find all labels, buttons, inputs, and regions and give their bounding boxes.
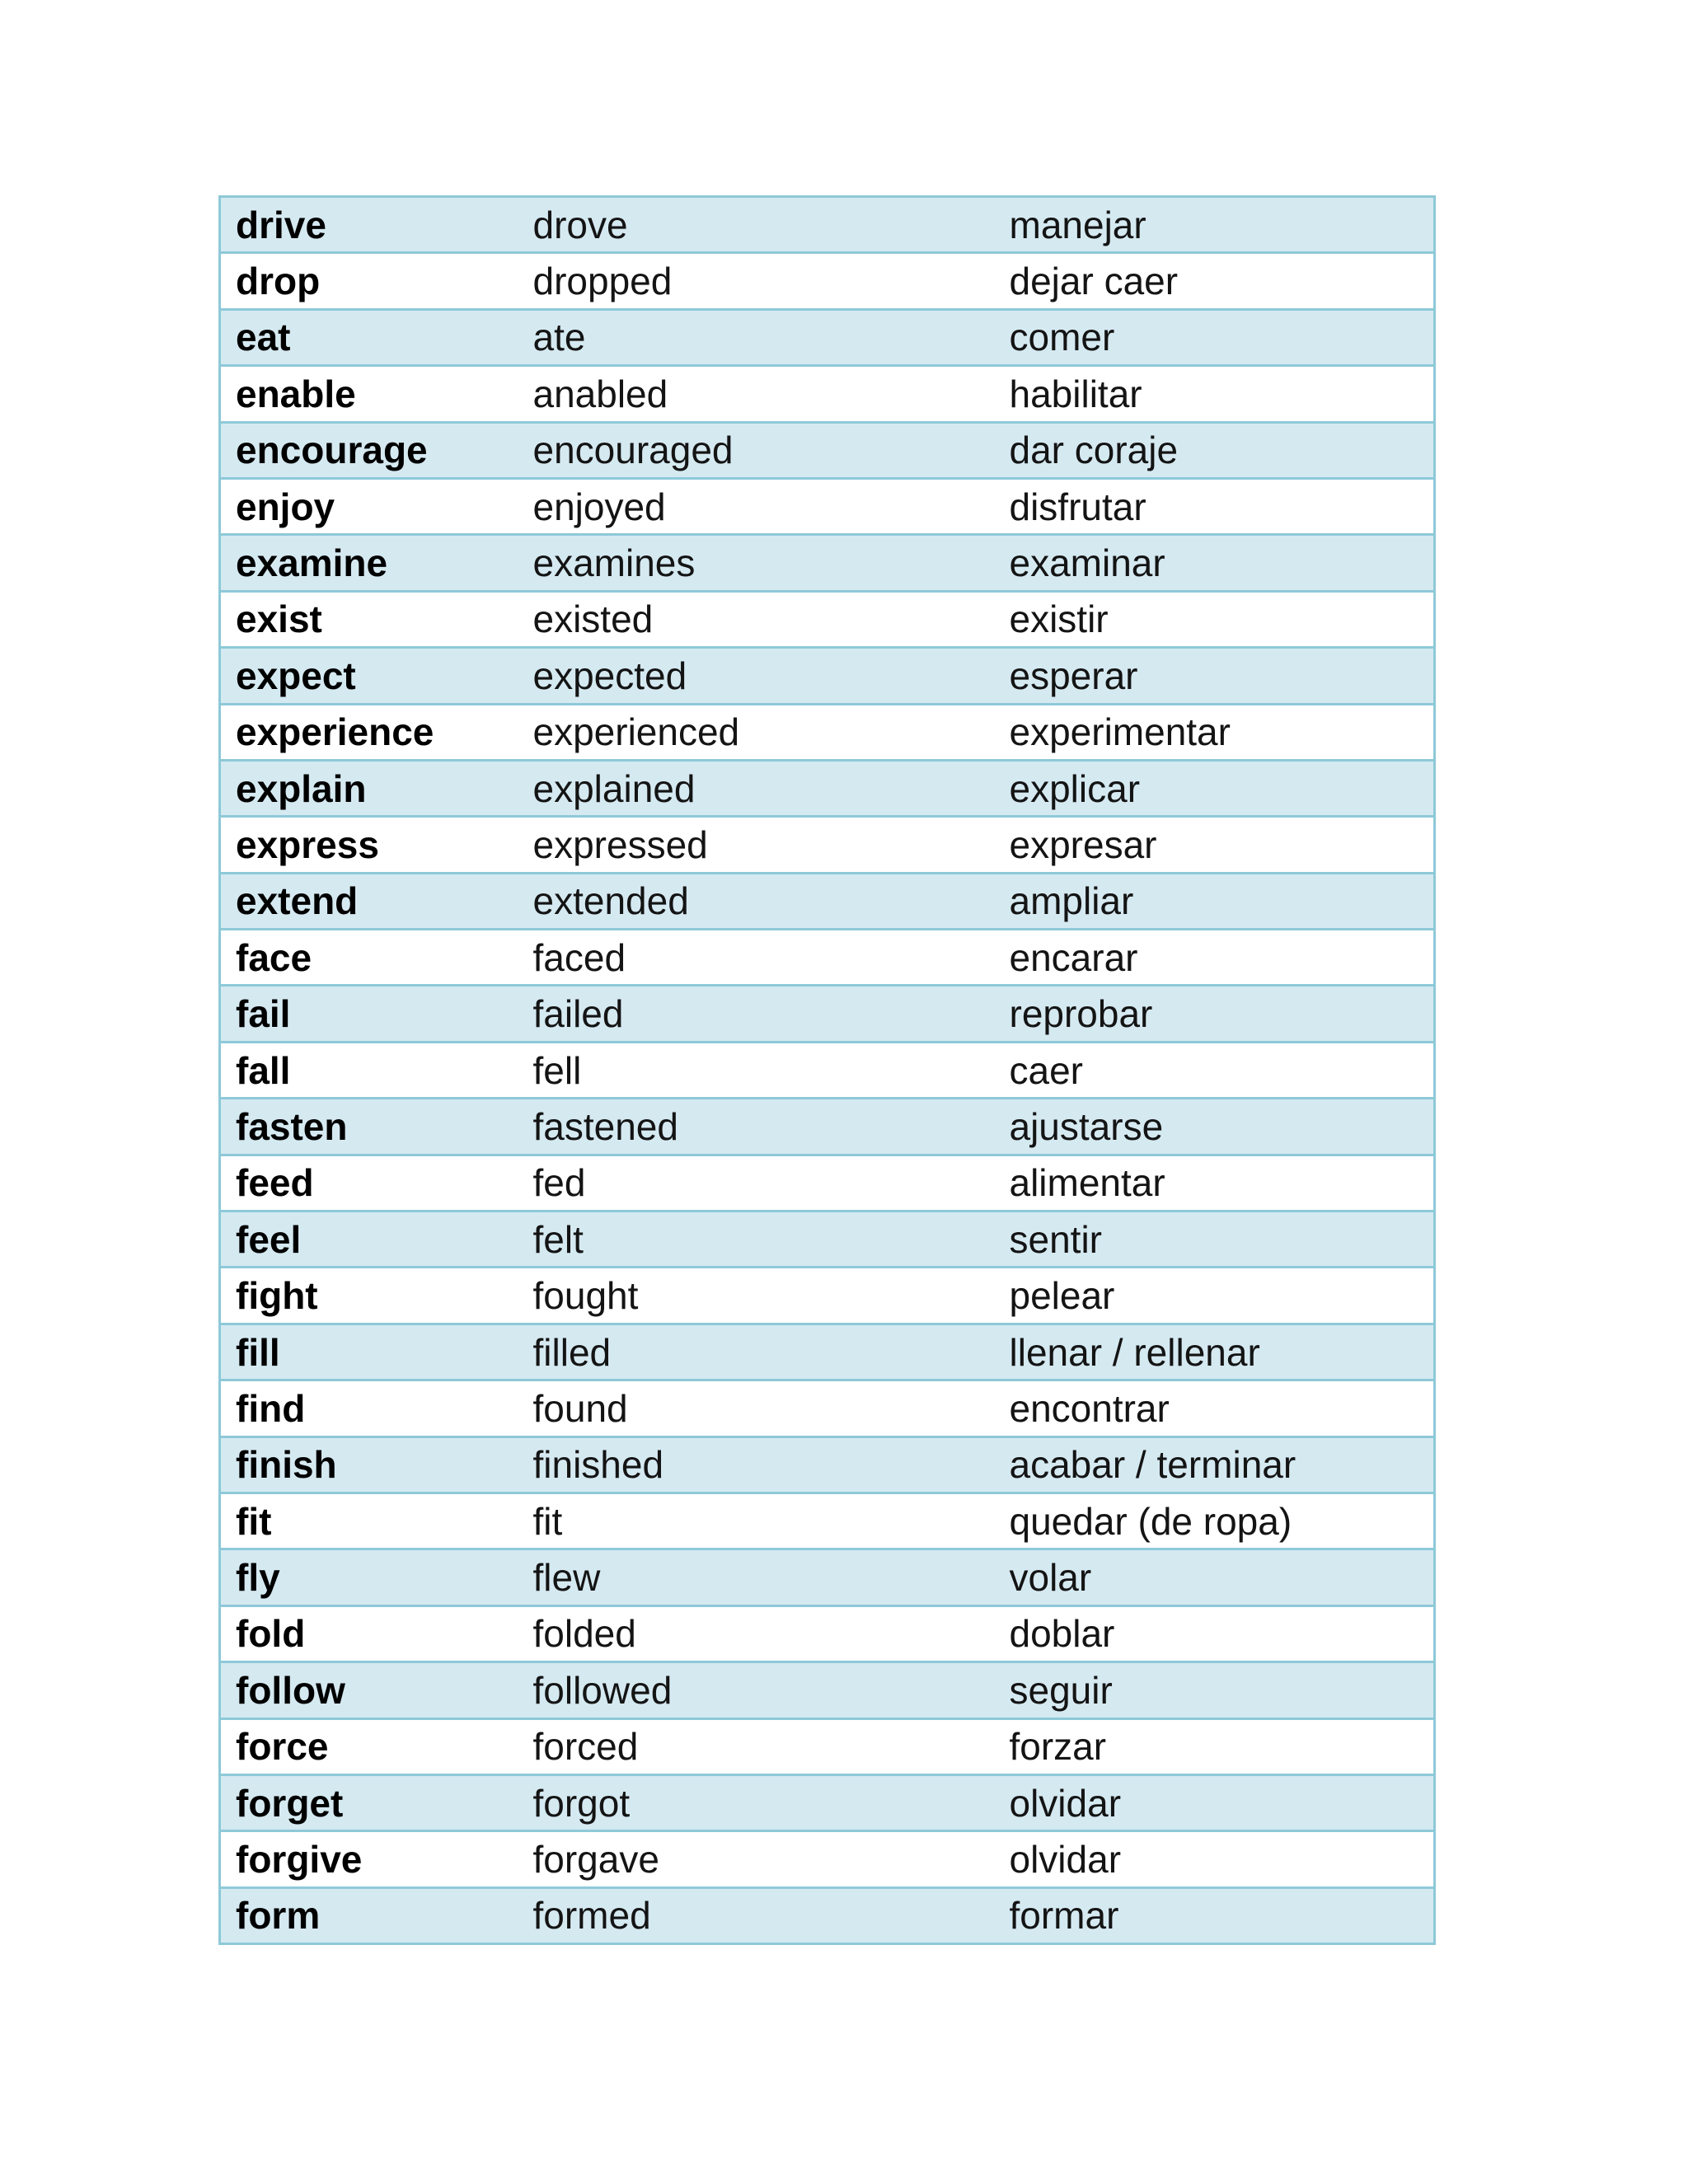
verb-past-form: enjoyed: [518, 478, 995, 534]
verb-base-form: face: [220, 930, 518, 986]
table-row: [220, 986, 1435, 1042]
verb-spanish-translation: disfrutar: [995, 478, 1435, 534]
table-row: [220, 197, 1435, 253]
table-row: [220, 1887, 1435, 1943]
table-row: [220, 1324, 1435, 1380]
verb-past-form: examines: [518, 535, 995, 591]
verb-past-form: fell: [518, 1042, 995, 1098]
verb-past-form: fed: [518, 1155, 995, 1211]
verb-base-form: feel: [220, 1212, 518, 1268]
verb-past-form: failed: [518, 986, 995, 1042]
verb-base-form: force: [220, 1718, 518, 1774]
table-row: [220, 704, 1435, 760]
verb-spanish-translation: comer: [995, 309, 1435, 365]
verb-spanish-translation: habilitar: [995, 366, 1435, 422]
verb-spanish-translation: existir: [995, 591, 1435, 647]
verb-base-form: finish: [220, 1436, 518, 1493]
verb-past-form: experienced: [518, 704, 995, 760]
verb-past-form: formed: [518, 1887, 995, 1943]
verb-spanish-translation: caer: [995, 1042, 1435, 1098]
table-row: [220, 366, 1435, 422]
verb-base-form: drop: [220, 253, 518, 309]
verb-past-form: drove: [518, 197, 995, 253]
table-row: [220, 648, 1435, 704]
verb-base-form: express: [220, 817, 518, 873]
verb-table-body: [220, 197, 1435, 1944]
verb-base-form: enable: [220, 366, 518, 422]
table-row: [220, 1718, 1435, 1774]
verb-base-form: examine: [220, 535, 518, 591]
verb-base-form: form: [220, 1887, 518, 1943]
table-row: [220, 1212, 1435, 1268]
verb-base-form: enjoy: [220, 478, 518, 534]
verb-spanish-translation: quedar (de ropa): [995, 1493, 1435, 1549]
verb-base-form: fill: [220, 1324, 518, 1380]
verb-base-form: drive: [220, 197, 518, 253]
verb-spanish-translation: pelear: [995, 1268, 1435, 1324]
verb-past-form: existed: [518, 591, 995, 647]
verb-past-form: filled: [518, 1324, 995, 1380]
verb-past-form: ate: [518, 309, 995, 365]
verb-past-form: fought: [518, 1268, 995, 1324]
verb-past-form: anabled: [518, 366, 995, 422]
table-row: [220, 1436, 1435, 1493]
verb-base-form: fasten: [220, 1099, 518, 1155]
verb-base-form: expect: [220, 648, 518, 704]
verb-past-form: explained: [518, 760, 995, 816]
table-row: [220, 873, 1435, 929]
verb-base-form: follow: [220, 1662, 518, 1718]
verb-past-form: fastened: [518, 1099, 995, 1155]
verb-past-form: expected: [518, 648, 995, 704]
verb-spanish-translation: dar coraje: [995, 422, 1435, 478]
verb-spanish-translation: doblar: [995, 1605, 1435, 1661]
verb-base-form: exist: [220, 591, 518, 647]
verb-base-form: explain: [220, 760, 518, 816]
verb-base-form: feed: [220, 1155, 518, 1211]
verb-spanish-translation: ampliar: [995, 873, 1435, 929]
verb-base-form: fail: [220, 986, 518, 1042]
verb-past-form: found: [518, 1380, 995, 1436]
table-row: [220, 1774, 1435, 1830]
table-row: [220, 1831, 1435, 1887]
verb-spanish-translation: volar: [995, 1549, 1435, 1605]
verb-base-form: eat: [220, 309, 518, 365]
verb-past-form: finished: [518, 1436, 995, 1493]
verb-past-form: dropped: [518, 253, 995, 309]
table-row: [220, 535, 1435, 591]
verb-base-form: forget: [220, 1774, 518, 1830]
verb-base-form: experience: [220, 704, 518, 760]
table-row: [220, 422, 1435, 478]
table-row: [220, 1099, 1435, 1155]
verb-past-form: faced: [518, 930, 995, 986]
verb-base-form: encourage: [220, 422, 518, 478]
verb-past-form: expressed: [518, 817, 995, 873]
table-row: [220, 760, 1435, 816]
verb-base-form: extend: [220, 873, 518, 929]
verb-base-form: fight: [220, 1268, 518, 1324]
verb-spanish-translation: experimentar: [995, 704, 1435, 760]
verb-base-form: fall: [220, 1042, 518, 1098]
verb-base-form: forgive: [220, 1831, 518, 1887]
verb-spanish-translation: acabar / terminar: [995, 1436, 1435, 1493]
verb-past-form: followed: [518, 1662, 995, 1718]
verb-base-form: fly: [220, 1549, 518, 1605]
verb-base-form: fold: [220, 1605, 518, 1661]
verb-spanish-translation: expresar: [995, 817, 1435, 873]
verb-past-form: encouraged: [518, 422, 995, 478]
verb-spanish-translation: esperar: [995, 648, 1435, 704]
verb-past-form: forgave: [518, 1831, 995, 1887]
table-row: [220, 1155, 1435, 1211]
verb-past-form: extended: [518, 873, 995, 929]
verb-spanish-translation: dejar caer: [995, 253, 1435, 309]
verb-base-form: fit: [220, 1493, 518, 1549]
table-row: [220, 478, 1435, 534]
verb-spanish-translation: llenar / rellenar: [995, 1324, 1435, 1380]
verb-spanish-translation: manejar: [995, 197, 1435, 253]
verb-spanish-translation: olvidar: [995, 1831, 1435, 1887]
verb-past-form: flew: [518, 1549, 995, 1605]
table-row: [220, 1662, 1435, 1718]
verb-spanish-translation: examinar: [995, 535, 1435, 591]
verb-past-form: forgot: [518, 1774, 995, 1830]
verb-spanish-translation: alimentar: [995, 1155, 1435, 1211]
verb-past-form: forced: [518, 1718, 995, 1774]
table-row: [220, 930, 1435, 986]
verb-spanish-translation: formar: [995, 1887, 1435, 1943]
table-row: [220, 309, 1435, 365]
verb-spanish-translation: reprobar: [995, 986, 1435, 1042]
table-row: [220, 1549, 1435, 1605]
verb-spanish-translation: seguir: [995, 1662, 1435, 1718]
verb-base-form: find: [220, 1380, 518, 1436]
verb-table: [218, 195, 1436, 1945]
verb-spanish-translation: forzar: [995, 1718, 1435, 1774]
table-row: [220, 1042, 1435, 1098]
table-row: [220, 1605, 1435, 1661]
verb-spanish-translation: olvidar: [995, 1774, 1435, 1830]
table-row: [220, 253, 1435, 309]
verb-past-form: felt: [518, 1212, 995, 1268]
table-row: [220, 817, 1435, 873]
verb-spanish-translation: encarar: [995, 930, 1435, 986]
verb-spanish-translation: encontrar: [995, 1380, 1435, 1436]
table-row: [220, 1380, 1435, 1436]
table-row: [220, 1268, 1435, 1324]
verb-spanish-translation: sentir: [995, 1212, 1435, 1268]
verb-spanish-translation: ajustarse: [995, 1099, 1435, 1155]
verb-past-form: fit: [518, 1493, 995, 1549]
table-row: [220, 591, 1435, 647]
verb-past-form: folded: [518, 1605, 995, 1661]
verb-spanish-translation: explicar: [995, 760, 1435, 816]
table-row: [220, 1493, 1435, 1549]
